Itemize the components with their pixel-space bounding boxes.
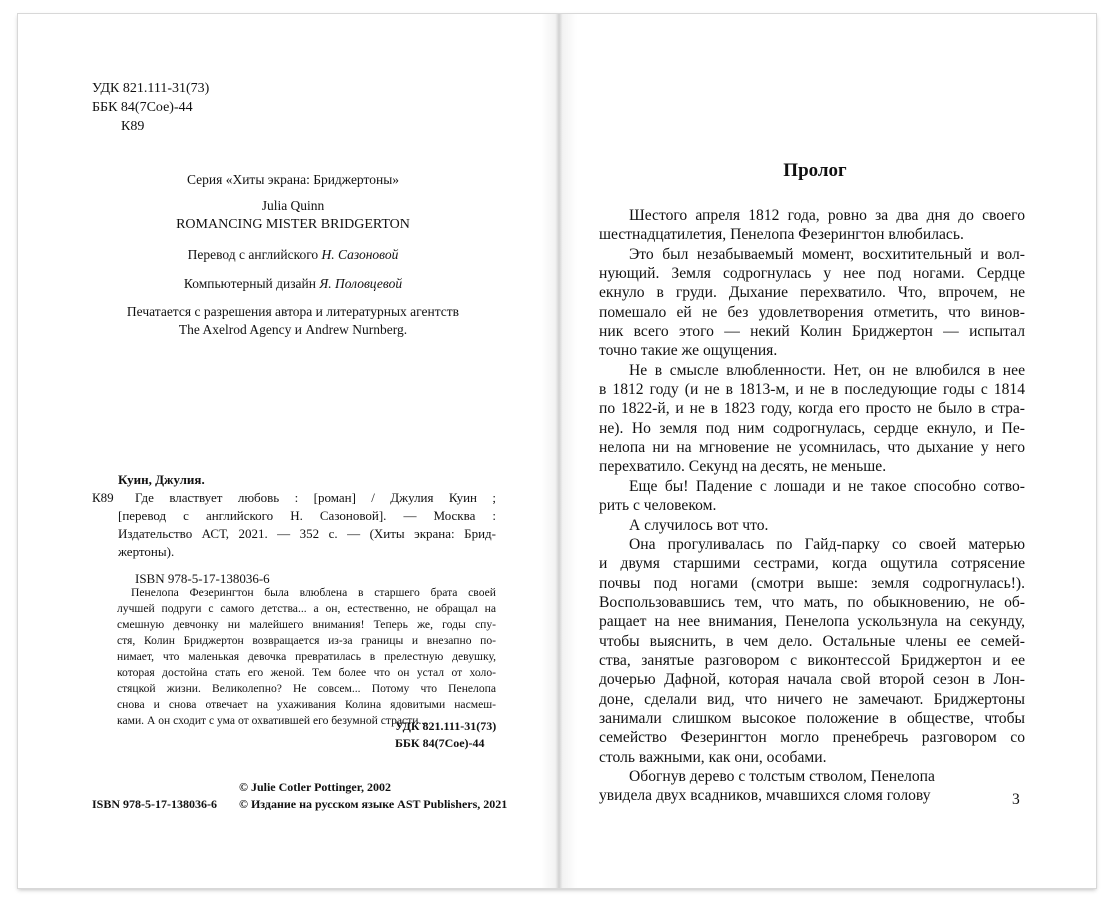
annotation-line: снова и снова отвечает на ухаживания Колина ядовитыми насмеш- bbox=[117, 698, 496, 711]
title-en: ROMANCING MISTER BRIDGERTON bbox=[176, 217, 410, 232]
body-line: Не в смысле влюбленности. Нет, он не влюбился в нее bbox=[629, 361, 1025, 379]
body-line: Еще бы! Падение с лошади и не такое способно сотво- bbox=[629, 477, 1025, 495]
designer-name: Я. Половцевой bbox=[319, 276, 403, 291]
body-line: почвы под ногами (смотри выше: земля содрогнулась!). bbox=[599, 574, 1025, 592]
biblio-line: [перевод с английского Н. Сазоновой]. — Москва : bbox=[118, 508, 496, 523]
body-line: увидела двух всадников, мчавшихся сломя голову bbox=[599, 787, 931, 805]
body-line: и двумя старшими сестрами, когда ощутила сотрясение bbox=[599, 555, 1025, 573]
translation-prefix: Перевод с английского bbox=[187, 247, 322, 262]
body-line: Это был незабываемый момент, восхитительный и вол- bbox=[629, 245, 1025, 263]
annotation-line: ками. А он сходит с ума от охватившей его безумной страсти... bbox=[117, 714, 428, 727]
body-line: ства, занятые разговором с виконтессой Бриджертон и ее bbox=[599, 651, 1025, 669]
biblio-author: Куин, Джулия. bbox=[118, 472, 205, 487]
body-line: рить с человеком. bbox=[599, 497, 717, 515]
biblio-code: К89 bbox=[92, 490, 114, 505]
body-line: помешало ей не без удовлетворения отметить, что винов- bbox=[599, 303, 1025, 321]
body-line: ник всего этого — некий Колин Бриджертон — испытал bbox=[599, 323, 1025, 341]
body-line: столь важными, как они, особами. bbox=[599, 748, 827, 766]
body-line: занимали слишком высокое положение в обществе, чтобы bbox=[599, 709, 1025, 727]
udk-line: УДК 821.111-31(73) bbox=[92, 81, 210, 96]
body-line: по 1822-й, и не в 1823 году, когда его просто не было в стра- bbox=[599, 400, 1025, 418]
annotation bbox=[117, 585, 496, 729]
body-line: чтобы выяснить, в чем дело. Остальные члены ее семей- bbox=[599, 632, 1025, 650]
annotation-line: стя, Колин Бриджертон возвращается из-за границы и внезапно по- bbox=[117, 634, 496, 647]
biblio-isbn: ISBN 978-5-17-138036-6 bbox=[135, 571, 270, 586]
page-number: 3 bbox=[1012, 791, 1020, 808]
body-line: перехватило. Секунд на десять, не меньше. bbox=[599, 458, 887, 476]
annotation-line: нимает, что маленькая девочка превратилась в прелестную девушку, bbox=[117, 650, 496, 663]
body-line: А случилось вот что. bbox=[629, 516, 769, 534]
chapter-title: Пролог bbox=[783, 160, 847, 181]
udk-bold: УДК 821.111-31(73) bbox=[395, 719, 497, 733]
annotation-line: которая достойна стать его женой. Тем более что он устал от холо- bbox=[117, 666, 496, 679]
annotation-line: стяцкой жизни. Великолепно? Не совсем... Потому что Пенелопа bbox=[117, 682, 496, 695]
chapter-body bbox=[599, 206, 1025, 806]
body-line: дочерью Дафной, которая начала свой второй сезон в Лон- bbox=[599, 671, 1025, 689]
body-line: нелопа ни на мгновение не усомнилась, что дыхание у него bbox=[599, 439, 1025, 457]
body-line: в 1812 году (и не в 1813-м, и не в последующие годы с 1814 bbox=[599, 381, 1025, 399]
copyright-edition: © Издание на русском языке AST Publishers, 2021 bbox=[239, 797, 508, 811]
design-prefix: Компьютерный дизайн bbox=[183, 276, 320, 291]
translation-line bbox=[92, 247, 494, 263]
body-line: екнуло в груди. Дыхание перехватило. Что, впрочем, не bbox=[599, 284, 1025, 302]
bbk-line: ББК 84(7Сое)-44 bbox=[92, 100, 193, 115]
bbk-bold: ББК 84(7Сое)-44 bbox=[395, 736, 485, 750]
book-gutter bbox=[541, 14, 577, 888]
author-code-line: К89 bbox=[121, 119, 145, 134]
body-line: доне, сделали вид, что ничего не замечают. Бриджертоны bbox=[599, 690, 1025, 708]
biblio-line: жертоны). bbox=[118, 544, 175, 559]
isbn-bold: ISBN 978-5-17-138036-6 bbox=[92, 797, 217, 811]
annotation-line: лучшей подруги с самого детства... а он, естественно, не обращал на bbox=[117, 602, 496, 615]
body-line: шестнадцатилетия, Пенелопа Фезерингтон влюбилась. bbox=[599, 226, 964, 244]
biblio-line: Где властвует любовь : [роман] / Джулия Куин ; bbox=[135, 490, 496, 505]
permission-line-1: Печатается с разрешения автора и литературных агентств bbox=[126, 304, 460, 319]
annotation-line: смешную девчонку ни малейшего внимания! Теперь же, годы спу- bbox=[117, 618, 496, 631]
body-line: Воспользовавшись тем, что мать, по обыкновению, не об- bbox=[599, 593, 1025, 611]
permission-line-2: The Axelrod Agency и Andrew Nurnberg. bbox=[178, 322, 408, 337]
translator-name: Н. Сазоновой bbox=[321, 247, 399, 262]
body-line: семейство Фезерингтон могло пренебречь разговором со bbox=[599, 729, 1025, 747]
body-line: ращает на нее внимания, Пенелопа ускользнула на секунду, bbox=[599, 613, 1025, 631]
body-line: Обогнув дерево с толстым стволом, Пенелопа bbox=[629, 767, 935, 785]
body-line: точно такие же ощущения. bbox=[599, 342, 778, 360]
body-line: нующий. Земля содрогнулась у нее под ногами. Сердце bbox=[599, 265, 1025, 283]
udk-block bbox=[92, 79, 209, 136]
body-line: Шестого апреля 1812 года, ровно за два дня до своего bbox=[629, 207, 1025, 224]
biblio-line: Издательство АСТ, 2021. — 352 с. — (Хиты экрана: Брид- bbox=[118, 526, 496, 541]
body-line: не). Но земля под ним содрогнулась, сердце екнуло, и Пе- bbox=[599, 419, 1025, 437]
bibliographic-record bbox=[92, 471, 496, 588]
design-line bbox=[92, 276, 494, 292]
annotation-line: Пенелопа Фезерингтон была влюблена в старшего брата своей bbox=[131, 586, 496, 599]
author-en: Julia Quinn bbox=[261, 198, 325, 213]
body-line: Она прогуливалась по Гайд-парку со своей матерью bbox=[629, 535, 1025, 553]
copyright-author: © Julie Cotler Pottinger, 2002 bbox=[239, 780, 391, 794]
series-line: Серия «Хиты экрана: Бриджертоны» bbox=[186, 172, 400, 187]
biblio-first-row bbox=[92, 489, 496, 507]
